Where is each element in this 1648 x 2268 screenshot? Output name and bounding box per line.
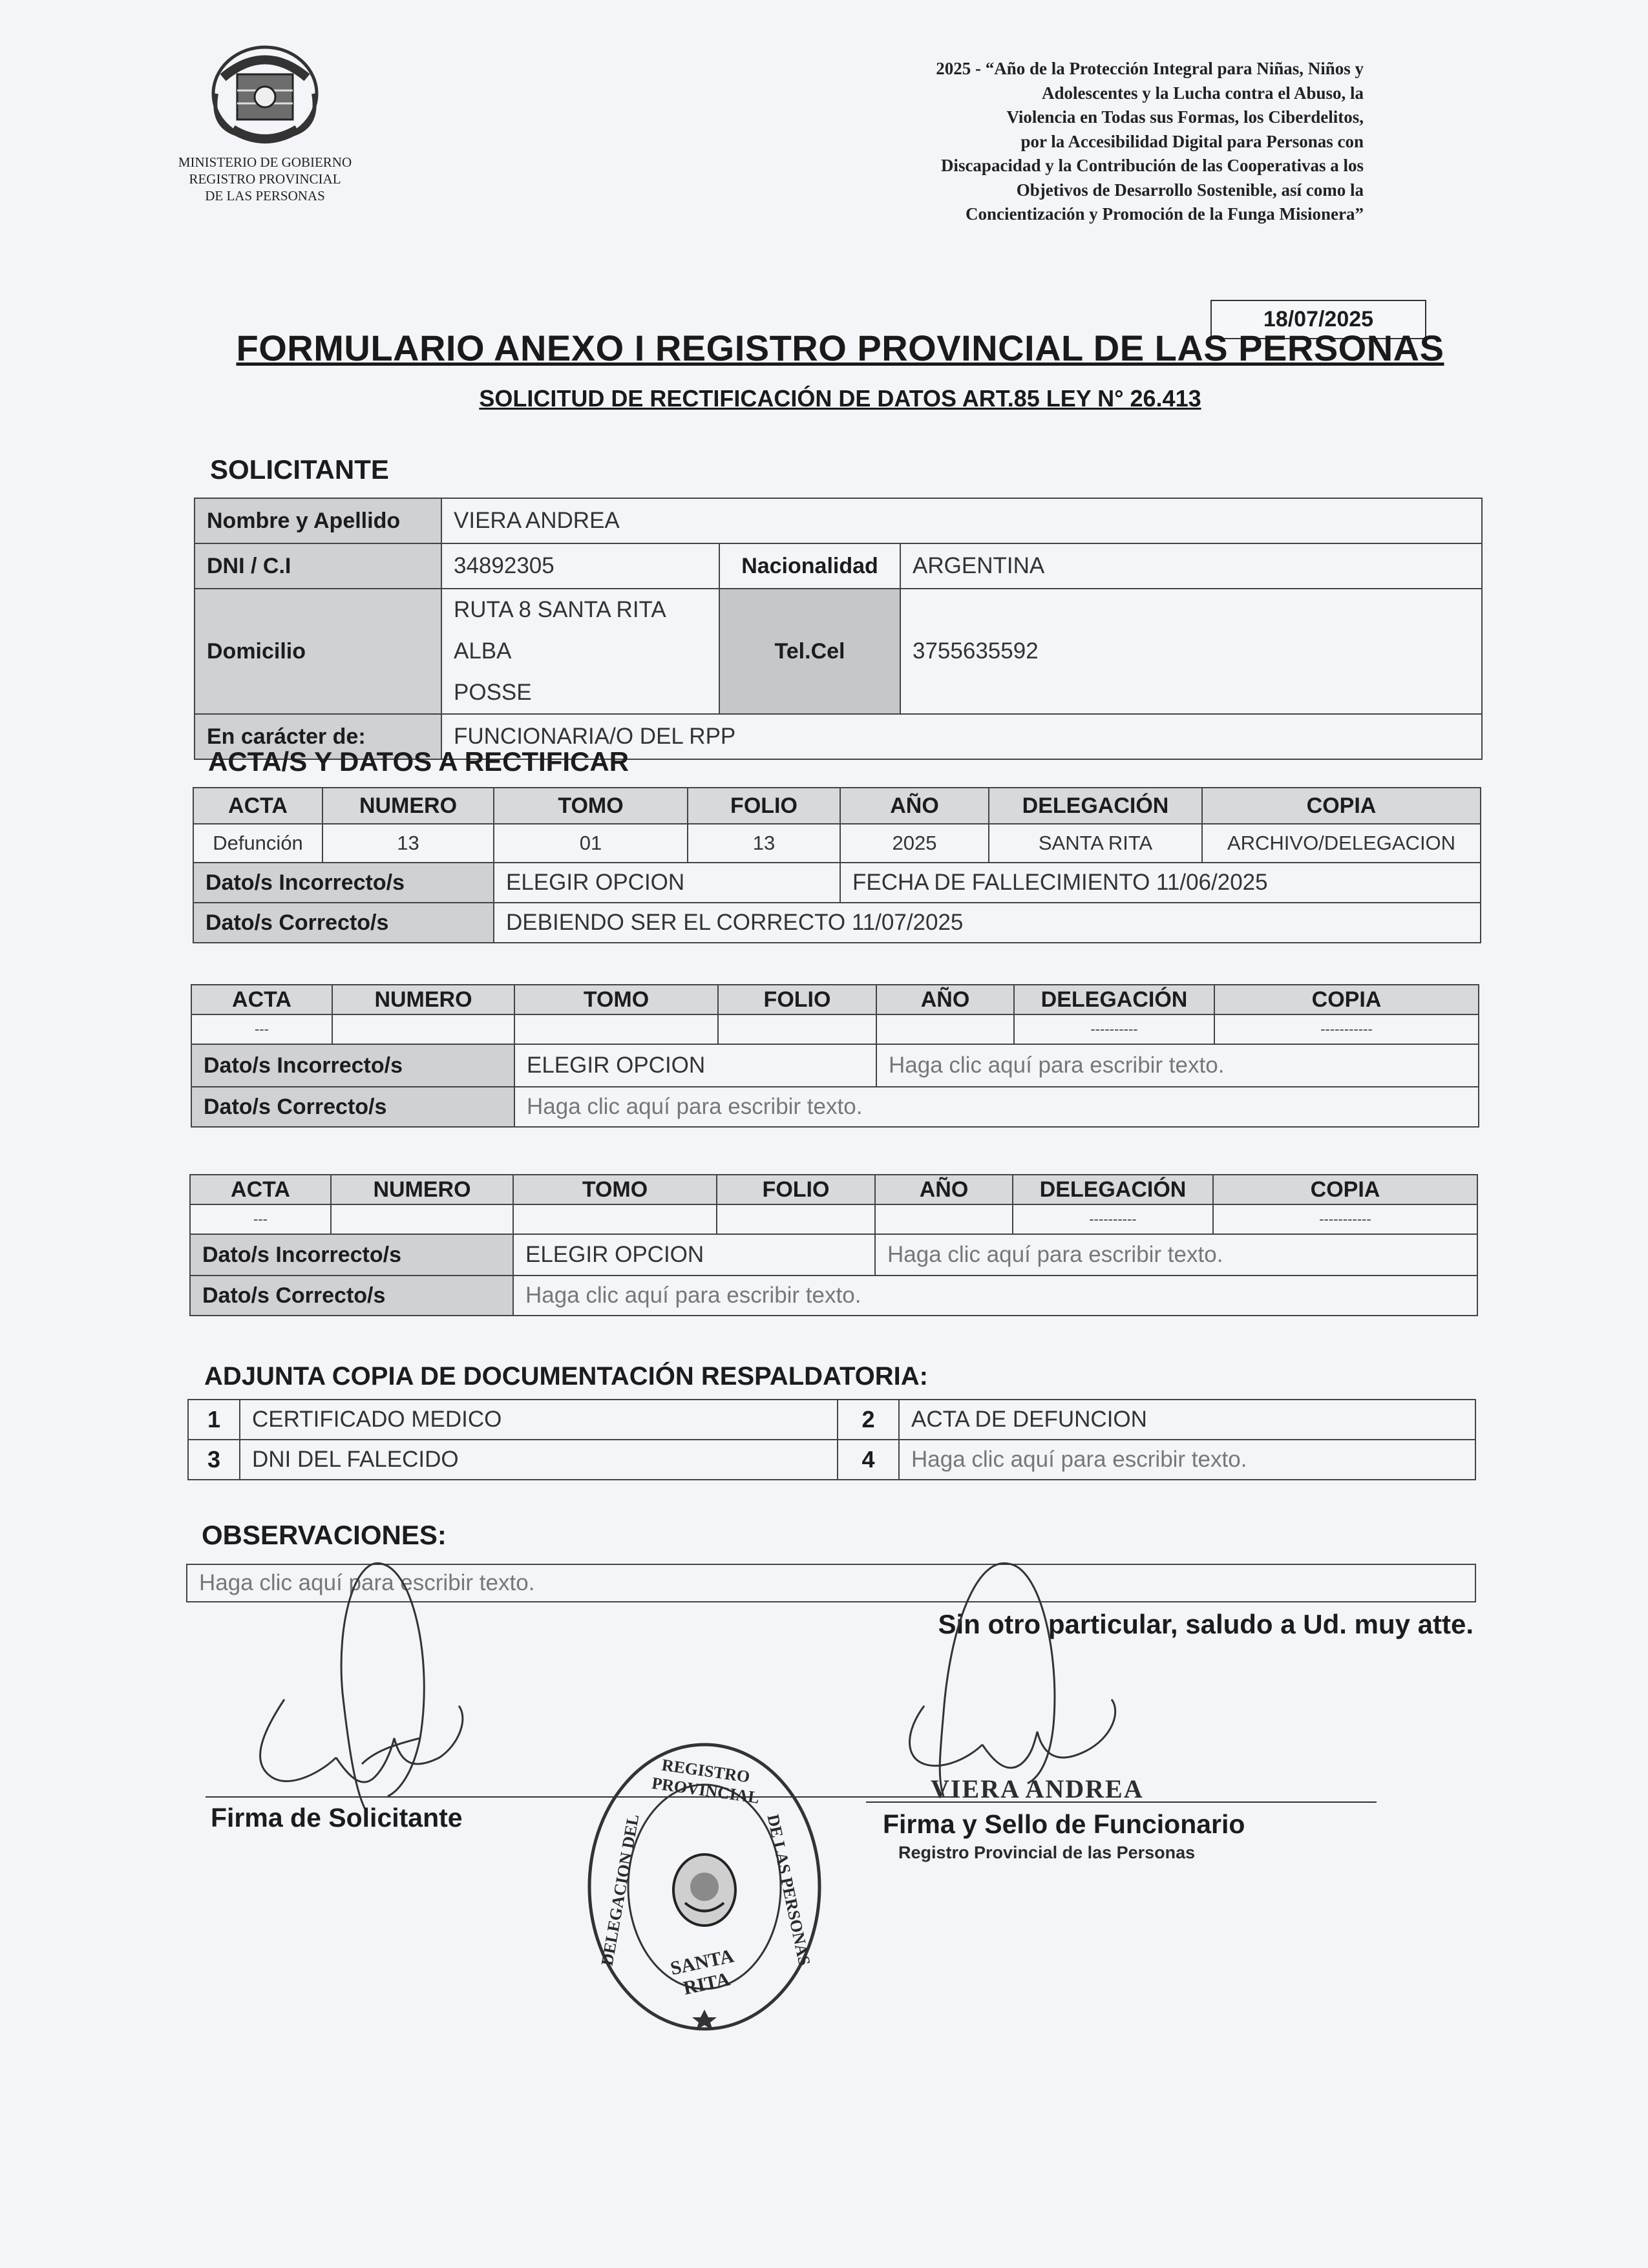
official-stamp: [582, 1738, 827, 2035]
acta-delegacion-select[interactable]: SANTA RITA: [989, 824, 1202, 863]
elegir-opcion-select[interactable]: ELEGIR OPCION: [513, 1234, 875, 1276]
doc-item-2-field[interactable]: ACTA DE DEFUNCION: [899, 1400, 1475, 1440]
caracter-field[interactable]: FUNCIONARIA/O DEL RPP: [441, 714, 1482, 759]
acta-block-2: [191, 984, 1479, 1128]
acta-type-select[interactable]: ---: [190, 1204, 331, 1234]
col-delegacion: DELEGACIÓN: [1013, 1175, 1213, 1204]
tel-field[interactable]: 3755635592: [900, 589, 1482, 714]
correct-label: Dato/s Correcto/s: [190, 1276, 513, 1316]
solicitante-signature-icon: [246, 1544, 478, 1822]
funcionario-signature-icon: [898, 1551, 1144, 1809]
col-copia: COPIA: [1213, 1175, 1477, 1204]
col-tomo: TOMO: [513, 1175, 717, 1204]
date-field[interactable]: 18/07/2025: [1210, 300, 1426, 339]
col-tomo: TOMO: [514, 985, 718, 1014]
signature-line: [206, 1796, 955, 1798]
col-acta: ACTA: [190, 1175, 331, 1204]
acta-type-select[interactable]: Defunción: [193, 824, 322, 863]
doc-number-2: 2: [838, 1400, 899, 1440]
firma-solicitante-label: Firma de Solicitante: [211, 1803, 463, 1832]
slogan-line: Objetivos de Desarrollo Sostenible, así como la: [1016, 180, 1364, 200]
acta-copia-select[interactable]: -----------: [1213, 1204, 1477, 1234]
col-copia: COPIA: [1214, 985, 1479, 1014]
acta-copia-select[interactable]: ARCHIVO/DELEGACION: [1202, 824, 1481, 863]
form-title: FORMULARIO ANEXO I REGISTRO PROVINCIAL DE LAS PERSONAS: [236, 328, 1444, 368]
slogan-line: Concientización y Promoción de la Funga Misionera”: [966, 204, 1364, 224]
col-copia: COPIA: [1202, 788, 1481, 824]
dni-field[interactable]: 34892305: [441, 543, 719, 589]
doc-item-4-field[interactable]: Haga clic aquí para escribir texto.: [899, 1440, 1475, 1480]
stamp-top-text: REGISTRO PROVINCIAL: [650, 1755, 761, 1807]
correct-label: Dato/s Correcto/s: [193, 903, 494, 943]
acta-numero-field[interactable]: [332, 1014, 514, 1044]
elegir-opcion-select[interactable]: ELEGIR OPCION: [514, 1044, 876, 1087]
ministry-line-3: DE LAS PERSONAS: [205, 188, 325, 204]
sello-role: Registro Provincial de las Personas: [898, 1843, 1196, 1862]
doc-number-1: 1: [188, 1400, 240, 1440]
solicitante-table: [194, 498, 1483, 760]
col-numero: NUMERO: [322, 788, 494, 824]
correct-label: Dato/s Correcto/s: [191, 1087, 514, 1127]
col-folio: FOLIO: [718, 985, 876, 1014]
nombre-label: Nombre y Apellido: [195, 498, 441, 543]
nombre-field[interactable]: VIERA ANDREA: [441, 498, 1482, 543]
col-delegacion: DELEGACIÓN: [989, 788, 1202, 824]
actas-heading: ACTA/S Y DATOS A RECTIFICAR: [208, 746, 629, 777]
incorrect-label: Dato/s Incorrecto/s: [191, 1044, 514, 1087]
acta-anio-field[interactable]: [875, 1204, 1013, 1234]
correct-data-field[interactable]: Haga clic aquí para escribir texto.: [513, 1276, 1477, 1316]
domicilio-line-1: RUTA 8 SANTA RITA ALBA: [454, 597, 665, 664]
slogan-line: 2025 - “Año de la Protección Integral para Niñas, Niños y: [936, 59, 1364, 78]
doc-number-3: 3: [188, 1440, 240, 1480]
stamp-right-text: DE LAS PERSONAS: [763, 1812, 814, 1968]
acta-delegacion-select[interactable]: ----------: [1013, 1204, 1213, 1234]
col-folio: FOLIO: [688, 788, 840, 824]
col-anio: AÑO: [840, 788, 989, 824]
year-slogan: [698, 57, 1364, 227]
slogan-line: Discapacidad y la Contribución de las Cooperativas a los: [940, 156, 1364, 175]
col-tomo: TOMO: [494, 788, 688, 824]
documentacion-table: [187, 1399, 1476, 1480]
form-subtitle: SOLICITUD DE RECTIFICACIÓN DE DATOS ART.85 LEY N° 26.413: [479, 385, 1201, 412]
ministry-line-2: REGISTRO PROVINCIAL: [189, 171, 341, 187]
doc-number-4: 4: [838, 1440, 899, 1480]
col-acta: ACTA: [193, 788, 322, 824]
domicilio-label: Domicilio: [195, 589, 441, 714]
acta-folio-field[interactable]: [718, 1014, 876, 1044]
acta-tomo-field[interactable]: 01: [494, 824, 688, 863]
doc-item-1-field[interactable]: CERTIFICADO MEDICO: [240, 1400, 838, 1440]
slogan-line: Adolescentes y la Lucha contra el Abuso, la: [1041, 83, 1364, 103]
acta-block-3: [189, 1174, 1478, 1316]
col-acta: ACTA: [191, 985, 332, 1014]
province-coat-of-arms-icon: [197, 39, 333, 149]
col-folio: FOLIO: [717, 1175, 875, 1204]
acta-delegacion-select[interactable]: ----------: [1014, 1014, 1214, 1044]
ministry-line-1: MINISTERIO DE GOBIERNO: [178, 154, 352, 170]
col-numero: NUMERO: [332, 985, 514, 1014]
acta-tomo-field[interactable]: [513, 1204, 717, 1234]
acta-anio-field[interactable]: [876, 1014, 1014, 1044]
incorrect-data-field[interactable]: FECHA DE FALLECIMIENTO 11/06/2025: [840, 863, 1481, 903]
incorrect-data-field[interactable]: Haga clic aquí para escribir texto.: [875, 1234, 1477, 1276]
closing-text: Sin otro particular, saludo a Ud. muy atte.: [938, 1609, 1474, 1639]
col-numero: NUMERO: [331, 1175, 513, 1204]
nacionalidad-field[interactable]: ARGENTINA: [900, 543, 1482, 589]
stamp-bottom-text: SANTA RITA: [668, 1945, 736, 1999]
correct-data-field[interactable]: DEBIENDO SER EL CORRECTO 11/07/2025: [494, 903, 1481, 943]
acta-type-select[interactable]: ---: [191, 1014, 332, 1044]
tel-label: Tel.Cel: [719, 589, 900, 714]
ministry-block: [129, 39, 401, 204]
documentacion-heading: ADJUNTA COPIA DE DOCUMENTACIÓN RESPALDATORIA:: [204, 1362, 928, 1391]
acta-numero-field[interactable]: [331, 1204, 513, 1234]
observaciones-field[interactable]: Haga clic aquí para escribir texto.: [187, 1564, 1475, 1602]
dni-label: DNI / C.I: [195, 543, 441, 589]
acta-numero-field[interactable]: 13: [322, 824, 494, 863]
domicilio-field[interactable]: [441, 589, 719, 714]
col-delegacion: DELEGACIÓN: [1014, 985, 1214, 1014]
slogan-line: Violencia en Todas sus Formas, los Ciberdelitos,: [1006, 107, 1364, 127]
acta-anio-field[interactable]: 2025: [840, 824, 989, 863]
col-anio: AÑO: [875, 1175, 1013, 1204]
acta-tomo-field[interactable]: [514, 1014, 718, 1044]
solicitante-heading: SOLICITANTE: [210, 454, 389, 485]
incorrect-data-field[interactable]: Haga clic aquí para escribir texto.: [876, 1044, 1479, 1087]
domicilio-line-2: POSSE: [454, 680, 532, 705]
nacionalidad-label: Nacionalidad: [719, 543, 900, 589]
acta-folio-field[interactable]: 13: [688, 824, 840, 863]
acta-folio-field[interactable]: [717, 1204, 875, 1234]
acta-copia-select[interactable]: -----------: [1214, 1014, 1479, 1044]
stamp-left-text: DELEGACION DEL: [597, 1812, 643, 1968]
col-anio: AÑO: [876, 985, 1014, 1014]
caracter-label: En carácter de:: [195, 714, 441, 759]
correct-data-field[interactable]: Haga clic aquí para escribir texto.: [514, 1087, 1479, 1127]
incorrect-label: Dato/s Incorrecto/s: [193, 863, 494, 903]
sello-name: VIERA ANDREA: [931, 1774, 1144, 1803]
elegir-opcion-select[interactable]: ELEGIR OPCION: [494, 863, 840, 903]
doc-item-3-field[interactable]: DNI DEL FALECIDO: [240, 1440, 838, 1480]
slogan-line: por la Accesibilidad Digital para Personas con: [1020, 131, 1364, 151]
observaciones-heading: OBSERVACIONES:: [202, 1520, 447, 1550]
firma-funcionario-label: Firma y Sello de Funcionario: [883, 1809, 1245, 1839]
acta-block-1: [193, 787, 1481, 943]
incorrect-label: Dato/s Incorrecto/s: [190, 1234, 513, 1276]
